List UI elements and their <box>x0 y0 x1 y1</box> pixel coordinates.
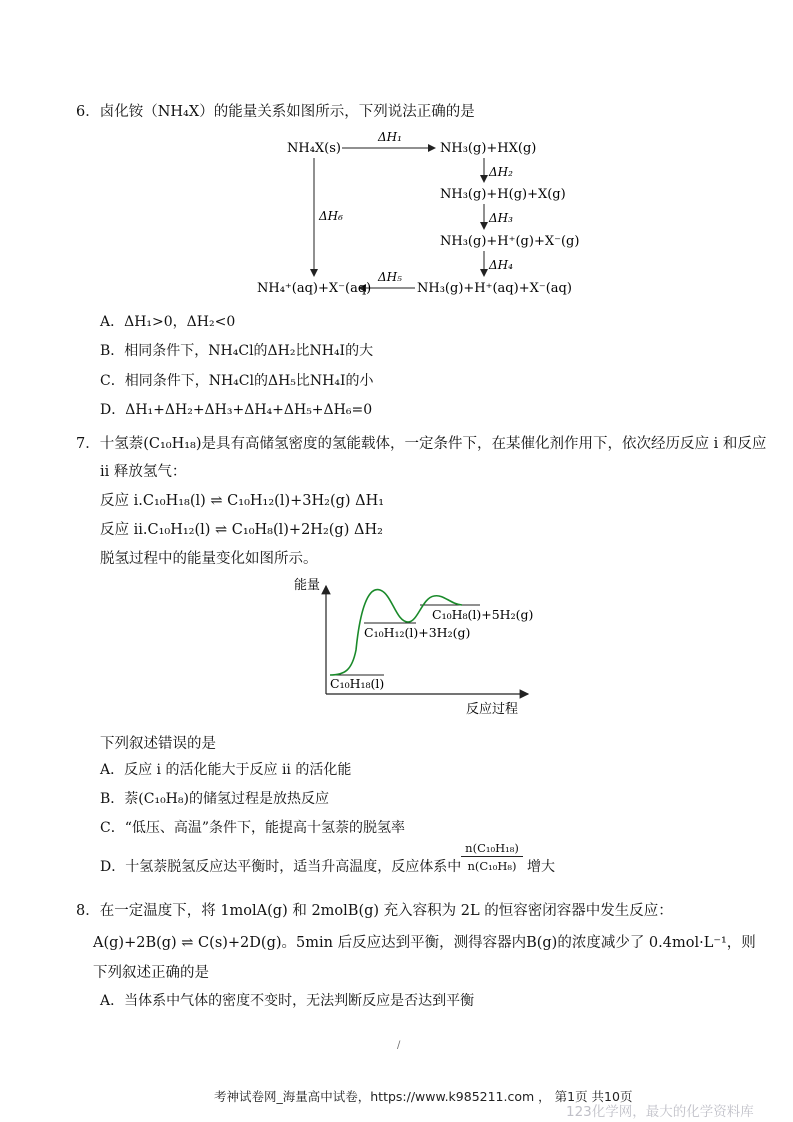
q7-option-d-fraction <box>461 841 523 873</box>
q7-reaction-ii: 反应 ii.C₁₀H₁₂(l) ⇌ C₁₀H₈(l)+2H₂(g) ΔH₂ <box>100 522 383 538</box>
state-s2: NH₃(g)+H(g)+X(g) <box>440 187 566 202</box>
q6-option-c: C．相同条件下，NH₄Cl的ΔH₅比NH₄I的小 <box>100 373 374 389</box>
watermark: 123化学网，最大的化学资料库 <box>566 1104 754 1120</box>
y-axis-label: 能量 <box>294 578 321 593</box>
page-footer: 考神试卷网_海量高中试卷，https://www.k985211.com ， 第1页 共10页 <box>214 1089 633 1104</box>
q7-option-c: C．“低压、高温”条件下，能提高十氢萘的脱氢率 <box>100 820 406 836</box>
label-h3: ΔH₃ <box>489 211 513 225</box>
q8-line3: 下列叙述正确的是 <box>93 965 209 981</box>
q7-option-b: B．萘(C₁₀H₈)的储氢过程是放热反应 <box>100 791 329 807</box>
state-end: NH₄⁺(aq)+X⁻(aq) <box>257 281 372 296</box>
state-s3: NH₃(g)+H⁺(g)+X⁻(g) <box>440 234 580 249</box>
state-nh4x-solid: NH₄X(s) <box>287 141 341 156</box>
q7-option-d: D．十氢萘脱氢反应达平衡时，适当升高温度，反应体系中 <box>100 859 462 875</box>
q6-option-d: D．ΔH₁+ΔH₂+ΔH₃+ΔH₄+ΔH₅+ΔH₆=0 <box>100 402 373 418</box>
label-h2: ΔH₂ <box>489 165 513 179</box>
q7-diagram-intro: 脱氢过程中的能量变化如图所示。 <box>100 551 318 567</box>
q6-option-a: A．ΔH₁>0，ΔH₂<0 <box>100 314 236 330</box>
q8-option-a: A．当体系中气体的密度不变时，无法判断反应是否达到平衡 <box>100 993 475 1009</box>
q7-option-a: A．反应 i 的活化能大于反应 ii 的活化能 <box>100 762 352 778</box>
page-mark: / <box>397 1040 401 1051</box>
q7-reaction-i: 反应 i.C₁₀H₁₈(l) ⇌ C₁₀H₁₂(l)+3H₂(g) ΔH₁ <box>100 493 385 509</box>
q8-line2: A(g)+2B(g) ⇌ C(s)+2D(g)。5min 后反应达到平衡，测得容器内B(g)的浓度减少了 0.4mol·L⁻¹，则 <box>93 935 756 951</box>
q7-energy-profile-chart <box>290 570 540 720</box>
q6-stem: 6．卤化铵（NH₄X）的能量关系如图所示，下列说法正确的是 <box>76 104 475 120</box>
q7-stem-line2: ii 释放氢气： <box>100 464 187 480</box>
state-s4: NH₃(g)+H⁺(aq)+X⁻(aq) <box>417 281 572 296</box>
x-axis-label: 反应过程 <box>466 702 519 717</box>
q6-energy-cycle-diagram <box>250 124 590 304</box>
q7-option-d-tail: 增大 <box>527 859 555 875</box>
fraction-denominator: n(C₁₀H₈) <box>467 859 517 873</box>
q6-option-b: B．相同条件下，NH₄Cl的ΔH₂比NH₄I的大 <box>100 343 374 359</box>
label-start: C₁₀H₁₈(l) <box>330 676 385 691</box>
q8-line1: 8．在一定温度下，将 1molA(g) 和 2molB(g) 充入容积为 2L 的恒容密闭容器中发生反应： <box>76 903 673 919</box>
label-end: C₁₀H₈(l)+5H₂(g) <box>432 607 534 622</box>
fraction-numerator: n(C₁₀H₁₈) <box>461 841 523 857</box>
label-mid: C₁₀H₁₂(l)+3H₂(g) <box>364 625 471 640</box>
label-h6: ΔH₆ <box>319 209 343 223</box>
q7-stem-line1: 7．十氢萘(C₁₀H₁₈)是具有高储氢密度的氢能载体，一定条件下，在某催化剂作用下，依次经历反应 i 和反应 <box>76 436 767 452</box>
label-h5: ΔH₅ <box>378 270 402 284</box>
state-s1: NH₃(g)+HX(g) <box>440 141 537 156</box>
q7-question: 下列叙述错误的是 <box>100 736 216 752</box>
label-h1: ΔH₁ <box>378 130 402 144</box>
label-h4: ΔH₄ <box>489 258 513 272</box>
